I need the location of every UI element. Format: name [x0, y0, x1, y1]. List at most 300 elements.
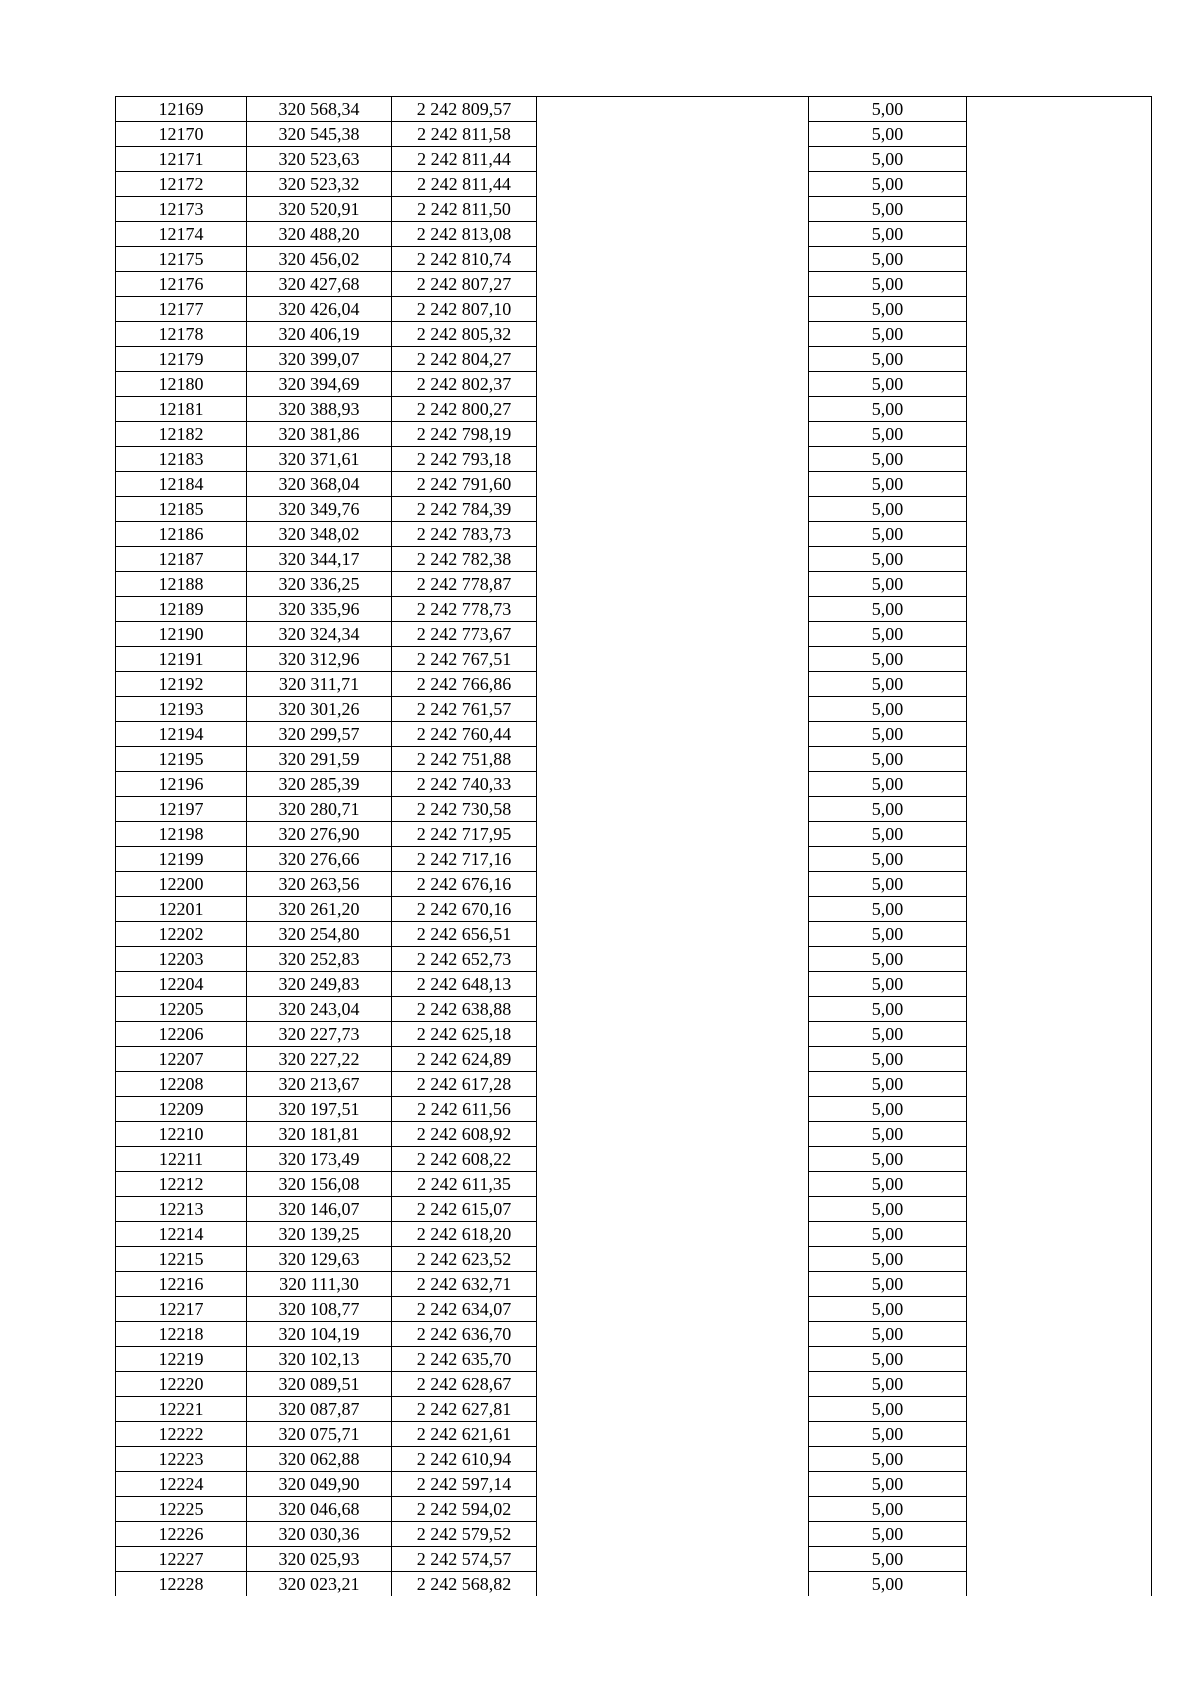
empty-cell — [967, 222, 1152, 247]
empty-cell — [537, 697, 809, 722]
point-number-cell: 12223 — [116, 1447, 247, 1472]
coordinates-table — [115, 96, 1152, 1596]
empty-cell — [967, 97, 1152, 122]
empty-cell — [967, 747, 1152, 772]
empty-cell — [537, 222, 809, 247]
empty-cell — [537, 1322, 809, 1347]
x-coordinate-cell: 320 227,22 — [247, 1047, 392, 1072]
y-coordinate-cell: 2 242 761,57 — [392, 697, 537, 722]
empty-cell — [537, 197, 809, 222]
y-coordinate-cell: 2 242 594,02 — [392, 1497, 537, 1522]
y-coordinate-cell: 2 242 767,51 — [392, 647, 537, 672]
empty-cell — [537, 372, 809, 397]
point-number-cell: 12216 — [116, 1272, 247, 1297]
empty-cell — [967, 422, 1152, 447]
table-row — [116, 122, 1152, 147]
y-coordinate-cell: 2 242 627,81 — [392, 1397, 537, 1422]
empty-cell — [967, 1422, 1152, 1447]
y-coordinate-cell: 2 242 811,44 — [392, 172, 537, 197]
empty-cell — [537, 1247, 809, 1272]
accuracy-cell: 5,00 — [809, 647, 967, 672]
accuracy-cell: 5,00 — [809, 1197, 967, 1222]
empty-cell — [967, 1572, 1152, 1597]
table-row — [116, 422, 1152, 447]
y-coordinate-cell: 2 242 783,73 — [392, 522, 537, 547]
point-number-cell: 12222 — [116, 1422, 247, 1447]
x-coordinate-cell: 320 046,68 — [247, 1497, 392, 1522]
empty-cell — [967, 1272, 1152, 1297]
empty-cell — [537, 597, 809, 622]
table-row — [116, 947, 1152, 972]
empty-cell — [537, 797, 809, 822]
empty-cell — [537, 972, 809, 997]
table-row — [116, 1097, 1152, 1122]
x-coordinate-cell: 320 249,83 — [247, 972, 392, 997]
empty-cell — [967, 1372, 1152, 1397]
empty-cell — [537, 1022, 809, 1047]
empty-cell — [967, 1022, 1152, 1047]
accuracy-cell: 5,00 — [809, 347, 967, 372]
accuracy-cell: 5,00 — [809, 172, 967, 197]
point-number-cell: 12171 — [116, 147, 247, 172]
point-number-cell: 12172 — [116, 172, 247, 197]
empty-cell — [537, 397, 809, 422]
x-coordinate-cell: 320 129,63 — [247, 1247, 392, 1272]
table-row — [116, 797, 1152, 822]
table-row — [116, 397, 1152, 422]
point-number-cell: 12212 — [116, 1172, 247, 1197]
y-coordinate-cell: 2 242 798,19 — [392, 422, 537, 447]
x-coordinate-cell: 320 025,93 — [247, 1547, 392, 1572]
empty-cell — [967, 1397, 1152, 1422]
table-row — [116, 972, 1152, 997]
x-coordinate-cell: 320 108,77 — [247, 1297, 392, 1322]
empty-cell — [537, 1472, 809, 1497]
x-coordinate-cell: 320 023,21 — [247, 1572, 392, 1597]
x-coordinate-cell: 320 146,07 — [247, 1197, 392, 1222]
empty-cell — [967, 972, 1152, 997]
accuracy-cell: 5,00 — [809, 1572, 967, 1597]
empty-cell — [967, 722, 1152, 747]
y-coordinate-cell: 2 242 597,14 — [392, 1472, 537, 1497]
y-coordinate-cell: 2 242 608,92 — [392, 1122, 537, 1147]
accuracy-cell: 5,00 — [809, 122, 967, 147]
y-coordinate-cell: 2 242 574,57 — [392, 1547, 537, 1572]
y-coordinate-cell: 2 242 676,16 — [392, 872, 537, 897]
y-coordinate-cell: 2 242 811,58 — [392, 122, 537, 147]
empty-cell — [537, 297, 809, 322]
accuracy-cell: 5,00 — [809, 1397, 967, 1422]
y-coordinate-cell: 2 242 635,70 — [392, 1347, 537, 1372]
x-coordinate-cell: 320 227,73 — [247, 1022, 392, 1047]
y-coordinate-cell: 2 242 623,52 — [392, 1247, 537, 1272]
x-coordinate-cell: 320 523,32 — [247, 172, 392, 197]
y-coordinate-cell: 2 242 778,87 — [392, 572, 537, 597]
accuracy-cell: 5,00 — [809, 847, 967, 872]
accuracy-cell: 5,00 — [809, 597, 967, 622]
empty-cell — [537, 1522, 809, 1547]
accuracy-cell: 5,00 — [809, 1447, 967, 1472]
point-number-cell: 12181 — [116, 397, 247, 422]
empty-cell — [537, 1372, 809, 1397]
empty-cell — [967, 1222, 1152, 1247]
point-number-cell: 12211 — [116, 1147, 247, 1172]
point-number-cell: 12197 — [116, 797, 247, 822]
empty-cell — [537, 1272, 809, 1297]
table-row — [116, 1572, 1152, 1597]
table-row — [116, 1447, 1152, 1472]
x-coordinate-cell: 320 394,69 — [247, 372, 392, 397]
empty-cell — [537, 1047, 809, 1072]
table-row — [116, 722, 1152, 747]
empty-cell — [537, 1172, 809, 1197]
empty-cell — [967, 472, 1152, 497]
point-number-cell: 12186 — [116, 522, 247, 547]
accuracy-cell: 5,00 — [809, 197, 967, 222]
x-coordinate-cell: 320 254,80 — [247, 922, 392, 947]
x-coordinate-cell: 320 335,96 — [247, 597, 392, 622]
x-coordinate-cell: 320 488,20 — [247, 222, 392, 247]
empty-cell — [537, 1547, 809, 1572]
x-coordinate-cell: 320 344,17 — [247, 547, 392, 572]
x-coordinate-cell: 320 252,83 — [247, 947, 392, 972]
y-coordinate-cell: 2 242 568,82 — [392, 1572, 537, 1597]
table-row — [116, 622, 1152, 647]
empty-cell — [967, 372, 1152, 397]
table-row — [116, 347, 1152, 372]
empty-cell — [967, 597, 1152, 622]
accuracy-cell: 5,00 — [809, 797, 967, 822]
table-row — [116, 522, 1152, 547]
x-coordinate-cell: 320 075,71 — [247, 1422, 392, 1447]
table-row — [116, 1147, 1152, 1172]
empty-cell — [537, 1072, 809, 1097]
empty-cell — [967, 1172, 1152, 1197]
y-coordinate-cell: 2 242 624,89 — [392, 1047, 537, 1072]
empty-cell — [967, 247, 1152, 272]
x-coordinate-cell: 320 311,71 — [247, 672, 392, 697]
point-number-cell: 12188 — [116, 572, 247, 597]
table-body — [116, 97, 1152, 1597]
empty-cell — [967, 397, 1152, 422]
empty-cell — [537, 1422, 809, 1447]
y-coordinate-cell: 2 242 791,60 — [392, 472, 537, 497]
accuracy-cell: 5,00 — [809, 1222, 967, 1247]
point-number-cell: 12201 — [116, 897, 247, 922]
x-coordinate-cell: 320 102,13 — [247, 1347, 392, 1372]
y-coordinate-cell: 2 242 656,51 — [392, 922, 537, 947]
point-number-cell: 12200 — [116, 872, 247, 897]
table-row — [116, 822, 1152, 847]
y-coordinate-cell: 2 242 782,38 — [392, 547, 537, 572]
table-row — [116, 647, 1152, 672]
y-coordinate-cell: 2 242 800,27 — [392, 397, 537, 422]
y-coordinate-cell: 2 242 625,18 — [392, 1022, 537, 1047]
x-coordinate-cell: 320 456,02 — [247, 247, 392, 272]
y-coordinate-cell: 2 242 811,44 — [392, 147, 537, 172]
accuracy-cell: 5,00 — [809, 1097, 967, 1122]
empty-cell — [967, 522, 1152, 547]
accuracy-cell: 5,00 — [809, 572, 967, 597]
empty-cell — [967, 772, 1152, 797]
y-coordinate-cell: 2 242 773,67 — [392, 622, 537, 647]
table-row — [116, 222, 1152, 247]
accuracy-cell: 5,00 — [809, 1522, 967, 1547]
x-coordinate-cell: 320 139,25 — [247, 1222, 392, 1247]
table-row — [116, 1522, 1152, 1547]
empty-cell — [537, 622, 809, 647]
point-number-cell: 12198 — [116, 822, 247, 847]
point-number-cell: 12194 — [116, 722, 247, 747]
accuracy-cell: 5,00 — [809, 322, 967, 347]
table-row — [116, 922, 1152, 947]
table-row — [116, 1472, 1152, 1497]
point-number-cell: 12193 — [116, 697, 247, 722]
accuracy-cell: 5,00 — [809, 447, 967, 472]
x-coordinate-cell: 320 030,36 — [247, 1522, 392, 1547]
accuracy-cell: 5,00 — [809, 397, 967, 422]
empty-cell — [967, 447, 1152, 472]
accuracy-cell: 5,00 — [809, 922, 967, 947]
empty-cell — [537, 247, 809, 272]
accuracy-cell: 5,00 — [809, 1422, 967, 1447]
empty-cell — [967, 1497, 1152, 1522]
y-coordinate-cell: 2 242 804,27 — [392, 347, 537, 372]
empty-cell — [537, 772, 809, 797]
table-row — [116, 1247, 1152, 1272]
empty-cell — [537, 472, 809, 497]
accuracy-cell: 5,00 — [809, 247, 967, 272]
empty-cell — [967, 822, 1152, 847]
accuracy-cell: 5,00 — [809, 997, 967, 1022]
point-number-cell: 12218 — [116, 1322, 247, 1347]
empty-cell — [967, 1347, 1152, 1372]
empty-cell — [537, 347, 809, 372]
x-coordinate-cell: 320 280,71 — [247, 797, 392, 822]
empty-cell — [967, 997, 1152, 1022]
point-number-cell: 12226 — [116, 1522, 247, 1547]
empty-cell — [537, 147, 809, 172]
empty-cell — [537, 1572, 809, 1597]
table-row — [116, 247, 1152, 272]
x-coordinate-cell: 320 299,57 — [247, 722, 392, 747]
accuracy-cell: 5,00 — [809, 472, 967, 497]
empty-cell — [537, 1197, 809, 1222]
x-coordinate-cell: 320 406,19 — [247, 322, 392, 347]
point-number-cell: 12176 — [116, 272, 247, 297]
point-number-cell: 12196 — [116, 772, 247, 797]
empty-cell — [537, 322, 809, 347]
x-coordinate-cell: 320 324,34 — [247, 622, 392, 647]
table-row — [116, 772, 1152, 797]
empty-cell — [537, 897, 809, 922]
point-number-cell: 12185 — [116, 497, 247, 522]
empty-cell — [967, 1447, 1152, 1472]
accuracy-cell: 5,00 — [809, 897, 967, 922]
y-coordinate-cell: 2 242 807,27 — [392, 272, 537, 297]
accuracy-cell: 5,00 — [809, 272, 967, 297]
table-row — [116, 1047, 1152, 1072]
empty-cell — [537, 522, 809, 547]
empty-cell — [537, 422, 809, 447]
table-row — [116, 497, 1152, 522]
x-coordinate-cell: 320 087,87 — [247, 1397, 392, 1422]
y-coordinate-cell: 2 242 802,37 — [392, 372, 537, 397]
empty-cell — [537, 1397, 809, 1422]
x-coordinate-cell: 320 427,68 — [247, 272, 392, 297]
empty-cell — [537, 872, 809, 897]
accuracy-cell: 5,00 — [809, 822, 967, 847]
x-coordinate-cell: 320 197,51 — [247, 1097, 392, 1122]
point-number-cell: 12205 — [116, 997, 247, 1022]
empty-cell — [537, 1297, 809, 1322]
point-number-cell: 12224 — [116, 1472, 247, 1497]
y-coordinate-cell: 2 242 634,07 — [392, 1297, 537, 1322]
empty-cell — [967, 1322, 1152, 1347]
point-number-cell: 12220 — [116, 1372, 247, 1397]
y-coordinate-cell: 2 242 717,16 — [392, 847, 537, 872]
y-coordinate-cell: 2 242 628,67 — [392, 1372, 537, 1397]
empty-cell — [967, 697, 1152, 722]
empty-cell — [967, 1522, 1152, 1547]
point-number-cell: 12214 — [116, 1222, 247, 1247]
table-row — [116, 297, 1152, 322]
accuracy-cell: 5,00 — [809, 97, 967, 122]
point-number-cell: 12207 — [116, 1047, 247, 1072]
point-number-cell: 12195 — [116, 747, 247, 772]
table-row — [116, 172, 1152, 197]
point-number-cell: 12187 — [116, 547, 247, 572]
x-coordinate-cell: 320 349,76 — [247, 497, 392, 522]
point-number-cell: 12227 — [116, 1547, 247, 1572]
table-row — [116, 547, 1152, 572]
point-number-cell: 12190 — [116, 622, 247, 647]
table-row — [116, 1072, 1152, 1097]
point-number-cell: 12189 — [116, 597, 247, 622]
accuracy-cell: 5,00 — [809, 522, 967, 547]
point-number-cell: 12213 — [116, 1197, 247, 1222]
x-coordinate-cell: 320 368,04 — [247, 472, 392, 497]
x-coordinate-cell: 320 111,30 — [247, 1272, 392, 1297]
point-number-cell: 12219 — [116, 1347, 247, 1372]
empty-cell — [537, 97, 809, 122]
point-number-cell: 12208 — [116, 1072, 247, 1097]
table-row — [116, 1347, 1152, 1372]
empty-cell — [967, 1072, 1152, 1097]
x-coordinate-cell: 320 336,25 — [247, 572, 392, 597]
empty-cell — [967, 1047, 1152, 1072]
table-row — [116, 1122, 1152, 1147]
empty-cell — [537, 1222, 809, 1247]
point-number-cell: 12173 — [116, 197, 247, 222]
table-row — [116, 1422, 1152, 1447]
empty-cell — [967, 847, 1152, 872]
point-number-cell: 12210 — [116, 1122, 247, 1147]
accuracy-cell: 5,00 — [809, 772, 967, 797]
table-row — [116, 1022, 1152, 1047]
x-coordinate-cell: 320 381,86 — [247, 422, 392, 447]
table-row — [116, 672, 1152, 697]
y-coordinate-cell: 2 242 615,07 — [392, 1197, 537, 1222]
accuracy-cell: 5,00 — [809, 622, 967, 647]
point-number-cell: 12215 — [116, 1247, 247, 1272]
y-coordinate-cell: 2 242 809,57 — [392, 97, 537, 122]
table-row — [116, 1372, 1152, 1397]
empty-cell — [967, 172, 1152, 197]
table-row — [116, 322, 1152, 347]
point-number-cell: 12204 — [116, 972, 247, 997]
empty-cell — [967, 922, 1152, 947]
y-coordinate-cell: 2 242 766,86 — [392, 672, 537, 697]
empty-cell — [537, 722, 809, 747]
accuracy-cell: 5,00 — [809, 972, 967, 997]
x-coordinate-cell: 320 243,04 — [247, 997, 392, 1022]
empty-cell — [537, 822, 809, 847]
empty-cell — [967, 197, 1152, 222]
y-coordinate-cell: 2 242 608,22 — [392, 1147, 537, 1172]
empty-cell — [537, 1147, 809, 1172]
point-number-cell: 12174 — [116, 222, 247, 247]
table-row — [116, 1172, 1152, 1197]
empty-cell — [967, 1147, 1152, 1172]
empty-cell — [967, 1472, 1152, 1497]
empty-cell — [537, 922, 809, 947]
accuracy-cell: 5,00 — [809, 1297, 967, 1322]
empty-cell — [967, 672, 1152, 697]
point-number-cell: 12184 — [116, 472, 247, 497]
empty-cell — [967, 1197, 1152, 1222]
empty-cell — [537, 1097, 809, 1122]
y-coordinate-cell: 2 242 621,61 — [392, 1422, 537, 1447]
empty-cell — [537, 572, 809, 597]
accuracy-cell: 5,00 — [809, 297, 967, 322]
y-coordinate-cell: 2 242 778,73 — [392, 597, 537, 622]
point-number-cell: 12192 — [116, 672, 247, 697]
table-row — [116, 447, 1152, 472]
accuracy-cell: 5,00 — [809, 1347, 967, 1372]
empty-cell — [537, 122, 809, 147]
accuracy-cell: 5,00 — [809, 1047, 967, 1072]
point-number-cell: 12182 — [116, 422, 247, 447]
table-row — [116, 197, 1152, 222]
y-coordinate-cell: 2 242 617,28 — [392, 1072, 537, 1097]
accuracy-cell: 5,00 — [809, 872, 967, 897]
table-row — [116, 1197, 1152, 1222]
x-coordinate-cell: 320 545,38 — [247, 122, 392, 147]
x-coordinate-cell: 320 173,49 — [247, 1147, 392, 1172]
table-row — [116, 1547, 1152, 1572]
empty-cell — [967, 1297, 1152, 1322]
table-row — [116, 1497, 1152, 1522]
accuracy-cell: 5,00 — [809, 1272, 967, 1297]
empty-cell — [537, 447, 809, 472]
y-coordinate-cell: 2 242 807,10 — [392, 297, 537, 322]
y-coordinate-cell: 2 242 579,52 — [392, 1522, 537, 1547]
accuracy-cell: 5,00 — [809, 422, 967, 447]
empty-cell — [967, 347, 1152, 372]
accuracy-cell: 5,00 — [809, 1497, 967, 1522]
point-number-cell: 12177 — [116, 297, 247, 322]
accuracy-cell: 5,00 — [809, 1247, 967, 1272]
table-row — [116, 1397, 1152, 1422]
empty-cell — [967, 547, 1152, 572]
point-number-cell: 12221 — [116, 1397, 247, 1422]
y-coordinate-cell: 2 242 751,88 — [392, 747, 537, 772]
table-row — [116, 697, 1152, 722]
point-number-cell: 12191 — [116, 647, 247, 672]
empty-cell — [537, 172, 809, 197]
y-coordinate-cell: 2 242 611,35 — [392, 1172, 537, 1197]
